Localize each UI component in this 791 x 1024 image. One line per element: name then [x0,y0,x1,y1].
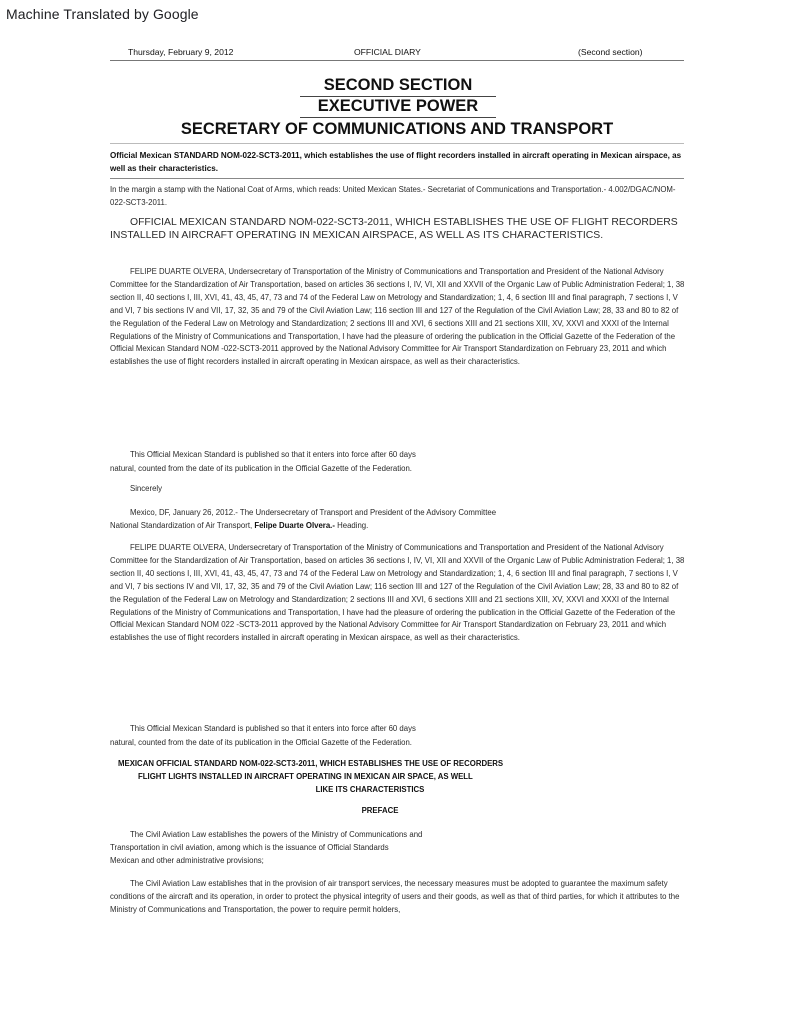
publication-notice-2-line-1: This Official Mexican Standard is published so that it enters into force after 60 days [130,724,416,733]
executive-power-title: EXECUTIVE POWER [317,97,479,115]
header-divider [110,60,684,61]
preface-paragraph-2: The Civil Aviation Law establishes that in the provision of air transport services, the necessary measures must be adopted to guarantee the maximum safety conditions of the aircraft and its operation, in order to protect the physical integrity of users and their goods, as well as that of third parties, for which it attributes to the Ministry of Communications and Transportation, the power to require permit holders, [110,879,680,914]
header-section-label: (Second section) [578,47,643,57]
signature-line-1: Mexico, DF, January 26, 2012.- The Undersecretary of Transport and President of the Advisory Committee [130,508,497,517]
margin-stamp-note: In the margin a stamp with the National Coat of Arms, which reads: United Mexican States.- Secretariat of Communications and Transportation.- 4.002/DGAC/NOM-022-SCT3-2011. [110,185,676,207]
summary-divider [110,178,684,179]
standard-heading-line-2: FLIGHT LIGHTS INSTALLED IN AIRCRAFT OPERATING IN MEXICAN AIR SPACE, AS WELL [138,772,473,781]
standard-summary: Official Mexican STANDARD NOM-022-SCT3-2011, which establishes the use of flight recorders installed in aircraft operating in Mexican airspace, as well as their characteristics. [110,151,682,173]
closing-sincerely: Sincerely [130,484,163,493]
section-title: SECOND SECTION [323,76,473,94]
ministry-title: SECRETARY OF COMMUNICATIONS AND TRANSPORT [180,120,614,138]
preface-p1-line-3: Mexican and other administrative provisions; [110,856,264,865]
publication-notice-2-line-2: natural, counted from the date of its publication in the Official Gazette of the Federation. [110,738,412,747]
standard-heading-line-3: LIKE ITS CHARACTERISTICS [315,785,425,794]
header-publication: OFFICIAL DIARY [354,47,421,57]
signature-suffix: Heading. [334,521,369,530]
machine-translation-banner: Machine Translated by Google [6,6,199,22]
publication-notice-1-line-1: This Official Mexican Standard is published so that it enters into force after 60 days [130,450,416,459]
standard-title-caps: OFFICIAL MEXICAN STANDARD NOM-022-SCT3-2011, WHICH ESTABLISHES THE USE OF FLIGHT RECORDERS INSTALLED IN AIRCRAFT OPERATING IN MEXICAN AIRSPACE, AS WELL AS ITS CHARACTERISTICS. [110,217,678,241]
preface-p1-line-1: The Civil Aviation Law establishes the powers of the Ministry of Communications and [130,830,423,839]
intro-paragraph-2: FELIPE DUARTE OLVERA, Undersecretary of Transportation of the Ministry of Communications and Transportation and President of the National Advisory Committee for the Standardization of Air Transportation, based on articles 36 sections I, IV, VI, XII and XXVII of the Organic Law of Public Administration Federal; 1, 38 section II, 40 sections I, III, XVI, 41, 43, 45, 47, 73 and 74 of the Federal Law on Metrology and Standardization; 1, 4, 6 section III and final paragraph, 7 sections I, V and VI, 7 bis sections IV and VII, 17, 32, 35 and 79 of the Civil Aviation Law; 116 section III and 127 of the Regulation of the Civil Aviation Law; 28, 33 and 80 to 82 of the Regulation of the Federal Law on Metrology and Standardization; 2 sections III and XVI, 6 sections XIII and 21 sections XIII, XV, XXVI and XXXI of the Internal Regulations of the Ministry of Communications and Transportation, I have had the pleasure of ordering the publication in the Official Gazette of the Federation of the Official Mexican Standard NOM 022 -SCT3-2011 approved by the National Advisory Committee for Air Transport Standardization on February 23, 2011 and which establishes the use of flight recorders installed in aircraft operating in Mexican airspace, as well as their characteristics. [110,543,685,643]
preface-p1-line-2: Transportation in civil aviation, among which is the issuance of Official Standards [110,843,389,852]
signature-line-2 [110,520,368,533]
standard-heading-line-1: MEXICAN OFFICIAL STANDARD NOM-022-SCT3-2011, WHICH ESTABLISHES THE USE OF RECORDERS [118,759,504,768]
title-divider [110,143,684,144]
publication-notice-1-line-2: natural, counted from the date of its publication in the Official Gazette of the Federation. [110,464,412,473]
signatory-name: Felipe Duarte Olvera.- [254,521,335,530]
preface-title: PREFACE [361,806,399,815]
title-rule-2 [300,117,496,118]
signature-prefix: National Standardization of Air Transport, [110,521,255,530]
intro-paragraph-1: FELIPE DUARTE OLVERA, Undersecretary of Transportation of the Ministry of Communications and Transportation and President of the National Advisory Committee for the Standardization of Air Transportation, based on articles 36 sections I, IV, VI, XII and XXVII of the Organic Law of Public Administration Federal; 1, 38 section II, 40 sections I, III, XVI, 41, 43, 45, 47, 73 and 74 of the Federal Law on Metrology and Standardization; 1, 4, 6 section III and final paragraph, 7 sections I, V and VI, 7 bis sections IV and VII, 17, 32, 35 and 79 of the Civil Aviation Law; 116 section III and 127 of the Regulation of the Civil Aviation Law; 28, 33 and 80 to 82 of the Regulation of the Federal Law on Metrology and Standardization; 2 sections III and XVI, 6 sections XIII and 21 sections XIII, XV, XXVI and XXXI of the Internal Regulations of the Ministry of Communications and Transportation, I have had the pleasure of ordering the publication in the Official Gazette of the Federation of the Official Mexican Standard NOM -022-SCT3-2011 approved by the National Advisory Committee for Air Transport Standardization on February 23, 2011 and which establishes the use of flight recorders installed in aircraft operating in Mexican airspace, as well as their characteristics. [110,267,685,367]
header-date: Thursday, February 9, 2012 [128,47,234,57]
